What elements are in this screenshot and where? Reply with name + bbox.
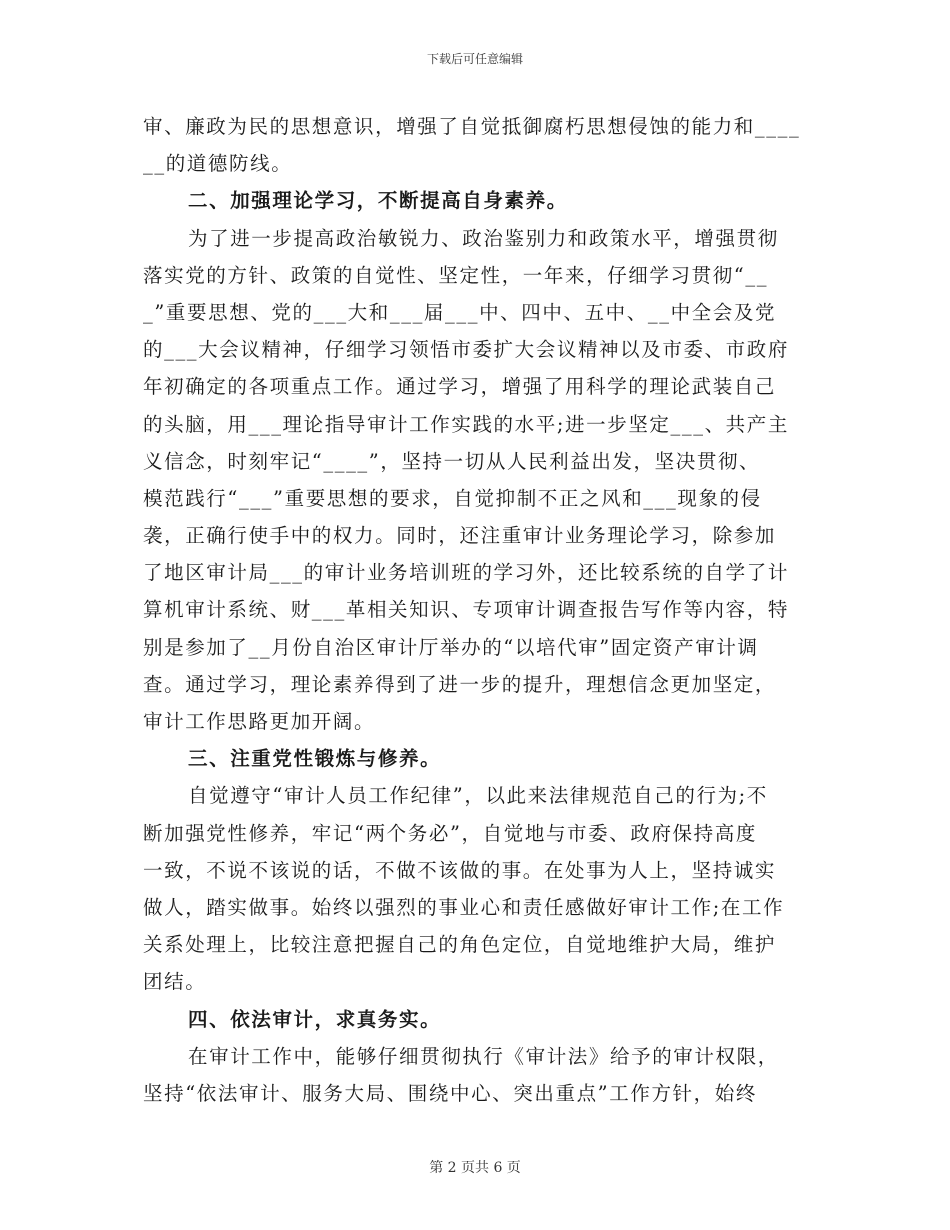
section-heading-3: 三、注重党性锻炼与修养。 [188,747,442,771]
body-line: 了地区审计局___的审计业务培训班的学习外，还比较系统的自学了计 [143,561,789,585]
body-line: 坚持“依法审计、服务大局、围绕中心、突出重点”工作方针，始终 [143,1081,757,1105]
paragraph-first-line: 为了进一步提高政治敏锐力、政治鉴别力和政策水平，增强贯彻 [188,226,779,250]
body-line: 审、廉政为民的思想意识，增强了自觉抵御腐朽思想侵蚀的能力和____ [143,115,801,138]
paragraph-first-line: 自觉遵守“审计人员工作纪律”，以此来法律规范自己的行为;不 [188,784,768,808]
body-line: 做人，踏实做事。始终以强烈的事业心和责任感做好审计工作;在工作 [143,895,785,919]
body-line: __的道德防线。 [143,152,293,176]
body-line: 的头脑，用___理论指导审计工作实践的水平;进一步坚定___、共产主 [143,412,789,436]
paragraph-first-line: 在审计工作中，能够仔细贯彻执行《审计法》给予的审计权限， [188,1044,779,1068]
body-line: 落实党的方针、政策的自觉性、坚定性，一年来，仔细学习贯彻“__ [143,263,769,287]
section-heading-4: 四、依法审计，求真务实。 [188,1007,442,1031]
body-line: 袭，正确行使手中的权力。同时，还注重审计业务理论学习，除参加 [143,524,777,548]
body-line: 义信念，时刻牢记“____”，坚持一切从人民利益出发，坚决贯彻、 [143,449,761,473]
body-line: 模范践行“___”重要思想的要求，自觉抑制不正之风和___现象的侵 [143,486,762,510]
section-heading-2: 二、加强理论学习，不断提高自身素养。 [188,189,568,213]
page-number-footer: 第 2 页共 6 页 [429,1160,521,1176]
body-line: 的___大会议精神，仔细学习领悟市委扩大会议精神以及市委、市政府 [143,338,789,362]
body-line: 查。通过学习，理论素养得到了进一步的提升，理想信念更加坚定， [143,672,777,696]
body-line: 审计工作思路更加开阔。 [143,710,376,733]
page-header: 下载后可任意编辑 [426,52,523,66]
body-line: 算机审计系统、财___革相关知识、专项审计调查报告写作等内容，特 [143,598,789,622]
body-line: 一致，不说不该说的话，不做不该做的事。在处事为人上，坚持诚实 [143,858,777,882]
body-line: 断加强党性修养，牢记“两个务必”，自觉地与市委、政府保持高度 [143,821,757,845]
body-line: 别是参加了__月份自治区审计厅举办的“以培代审”固定资产审计调 [143,635,759,659]
body-line: 年初确定的各项重点工作。通过学习，增强了用科学的理论武装自己 [143,375,777,399]
document-body [143,108,807,1112]
body-line: 团结。 [143,970,207,994]
body-line: _”重要思想、党的___大和___届___中、四中、五中、__中全会及党 [143,300,777,324]
body-line: 关系处理上，比较注意把握自己的角色定位，自觉地维护大局，维护 [143,933,777,957]
